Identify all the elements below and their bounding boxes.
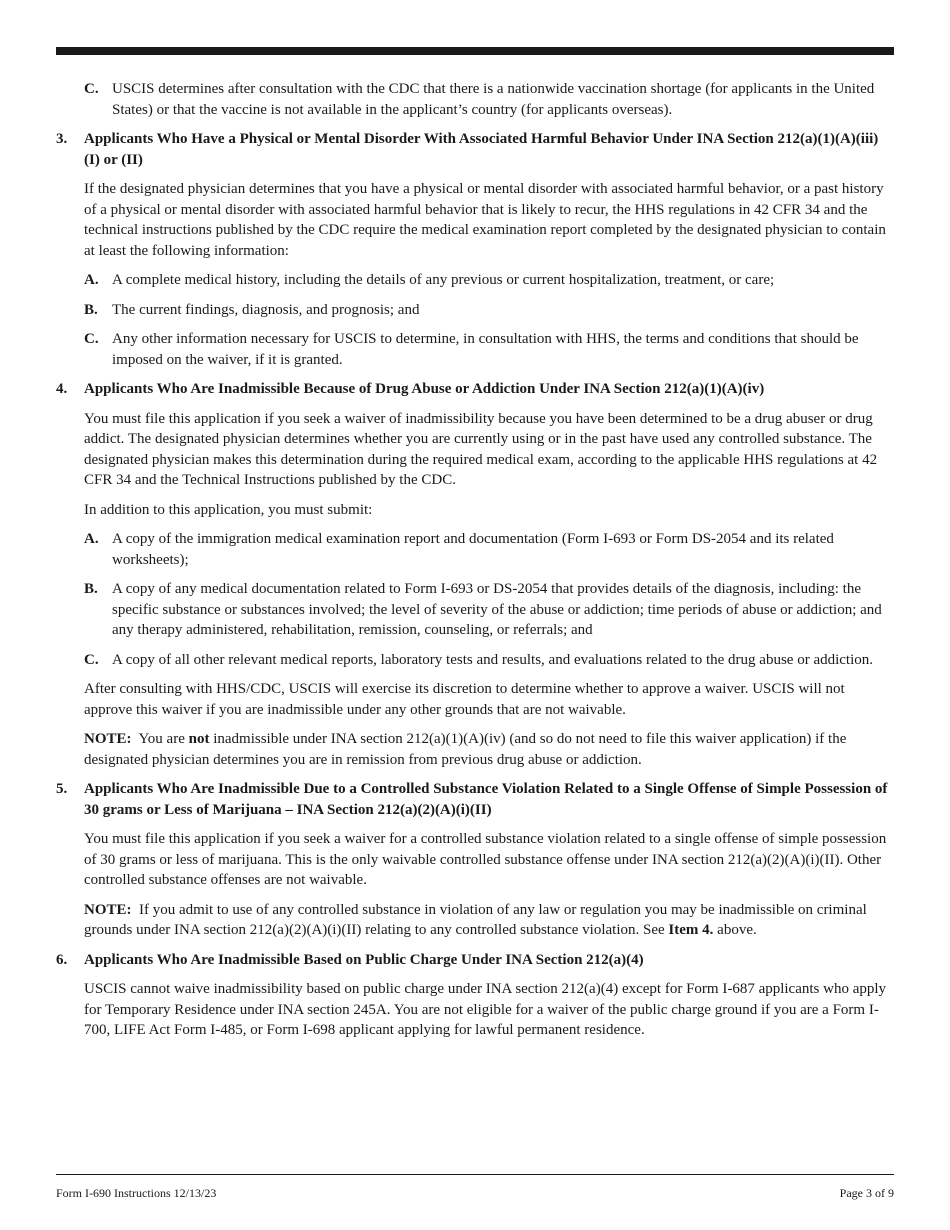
section-heading: Applicants Who Are Inadmissible Because of Drug Abuse or Addiction Under INA Section 212(a)(1)(A)(iv) <box>84 381 765 397</box>
list-item <box>84 300 894 321</box>
note-text: inadmissible under INA section 212(a)(1)(A)(iv) (and so do not need to file this waiver application) if the designated physician determines you are in remission from previous drug abuse or addiction. <box>84 731 847 768</box>
list-text: A complete medical history, including the details of any previous or current hospitalization, treatment, or care; <box>112 272 775 288</box>
section-heading: Applicants Who Are Inadmissible Due to a Controlled Substance Violation Related to a Single Offense of Simple Possession of 30 grams or Less of Marijuana – INA Section 212(a)(2)(A)(i)(II) <box>84 781 888 818</box>
footer-form-id: Form I-690 Instructions 12/13/23 <box>56 1186 217 1200</box>
list-letter: A. <box>84 272 99 288</box>
footer-rule <box>56 1174 894 1175</box>
list-text: A copy of any medical documentation related to Form I-693 or DS-2054 that provides details of the diagnosis, including: the specific substance or substances involved; the level of severity of the abuse or addiction; time periods of abuse or addiction; and any therapy administered, rehabilitation, remission, counseling, or referrals; and <box>112 581 882 638</box>
list-item <box>84 529 894 570</box>
section-4 <box>56 379 894 770</box>
list-letter: C. <box>84 651 99 668</box>
section-paragraph: USCIS cannot waive inadmissibility based on public charge under INA section 212(a)(4) except for Form I-687 applicants who apply for Temporary Residence under INA section 245A. You are not eligible for a waiver of the public charge ground if you are a Form I-700, LIFE Act Form I-485, or Form I-698 applicant applying for lawful permanent residence. <box>84 981 887 1038</box>
section-paragraph: In addition to this application, you must submit: <box>84 501 373 518</box>
header-rule <box>56 47 894 55</box>
section-paragraph: You must file this application if you seek a waiver for a controlled substance violation related to a single offense of simple possession of 30 grams or less of marijuana. This is the only waivable controlled substance offense under INA section 212(a)(2)(A)(i)(II). Other controlled substance offenses are not waivable. <box>84 831 887 888</box>
list-letter: A. <box>84 531 99 547</box>
note-label: NOTE: <box>84 731 132 747</box>
section-number: 6. <box>56 951 68 968</box>
list-item <box>84 329 894 370</box>
section-paragraph: If the designated physician determines that you have a physical or mental disorder with associated harmful behavior, or a past history of a physical or mental disorder with associated harmful behavior that is likely to recur, the HHS regulations in 42 CFR 34 and the technical instructions published by the CDC require the medical examination report completed by the designated physician to contain at least the following information: <box>84 181 886 259</box>
section-number: 5. <box>56 781 68 797</box>
note-label: NOTE: <box>84 901 132 918</box>
list-item-intro-c <box>84 79 894 120</box>
list-text: Any other information necessary for USCIS to determine, in consultation with HHS, the terms and conditions that should be imposed on the waiver, if it is granted. <box>112 331 859 368</box>
list-text: A copy of the immigration medical examination report and documentation (Form I-693 or Form DS-2054 and its related worksheets); <box>112 531 834 568</box>
note-emphasis: not <box>188 731 210 747</box>
section-number: 3. <box>56 131 68 147</box>
list-text: The current findings, diagnosis, and prognosis; and <box>112 301 420 318</box>
document-body <box>56 79 894 1041</box>
note-text: You are <box>138 731 185 747</box>
section-5 <box>56 779 894 941</box>
list-item <box>84 270 894 291</box>
note-paragraph <box>84 900 894 941</box>
list-letter: B. <box>84 301 98 318</box>
note-paragraph <box>84 729 894 770</box>
section-paragraph: After consulting with HHS/CDC, USCIS will exercise its discretion to determine whether to approve a waiver. USCIS will not approve this waiver if you are inadmissible under any other grounds that are not waivable. <box>84 681 845 718</box>
section-number: 4. <box>56 381 68 397</box>
item-reference: Item 4. <box>668 922 714 938</box>
list-letter: B. <box>84 581 98 597</box>
section-paragraph: You must file this application if you seek a waiver of inadmissibility because you have been determined to be a drug abuser or drug addict. The designated physician determines whether you are currently using or in the past have used any controlled substance. The designated physician makes this determination during the required medical exam, according to the applicable HHS regulations at 42 CFR 34 and the Technical Instructions published by the CDC. <box>84 410 878 488</box>
list-letter: C. <box>84 81 99 97</box>
list-text: A copy of all other relevant medical reports, laboratory tests and results, and evaluations related to the drug abuse or addiction. <box>112 651 874 668</box>
note-text: above. <box>717 922 757 938</box>
list-item <box>84 650 894 671</box>
list-letter: C. <box>84 331 99 347</box>
section-heading: Applicants Who Are Inadmissible Based on Public Charge Under INA Section 212(a)(4) <box>84 951 644 968</box>
footer-page-number: Page 3 of 9 <box>839 1186 894 1200</box>
section-6 <box>56 950 894 1041</box>
list-item <box>84 579 894 641</box>
section-3 <box>56 129 894 370</box>
section-heading: Applicants Who Have a Physical or Mental Disorder With Associated Harmful Behavior Under INA Section 212(a)(1)(A)(iii)(I) or (II) <box>84 131 879 168</box>
note-text: If you admit to use of any controlled substance in violation of any law or regulation you may be inadmissible on criminal grounds under INA section 212(a)(2)(A)(i)(II) relating to any controlled substance violation. See <box>84 901 867 938</box>
list-text: USCIS determines after consultation with the CDC that there is a nationwide vaccination shortage (for applicants in the United States) or that the vaccine is not available in the applicant’s country (for applicants overseas). <box>112 81 875 118</box>
